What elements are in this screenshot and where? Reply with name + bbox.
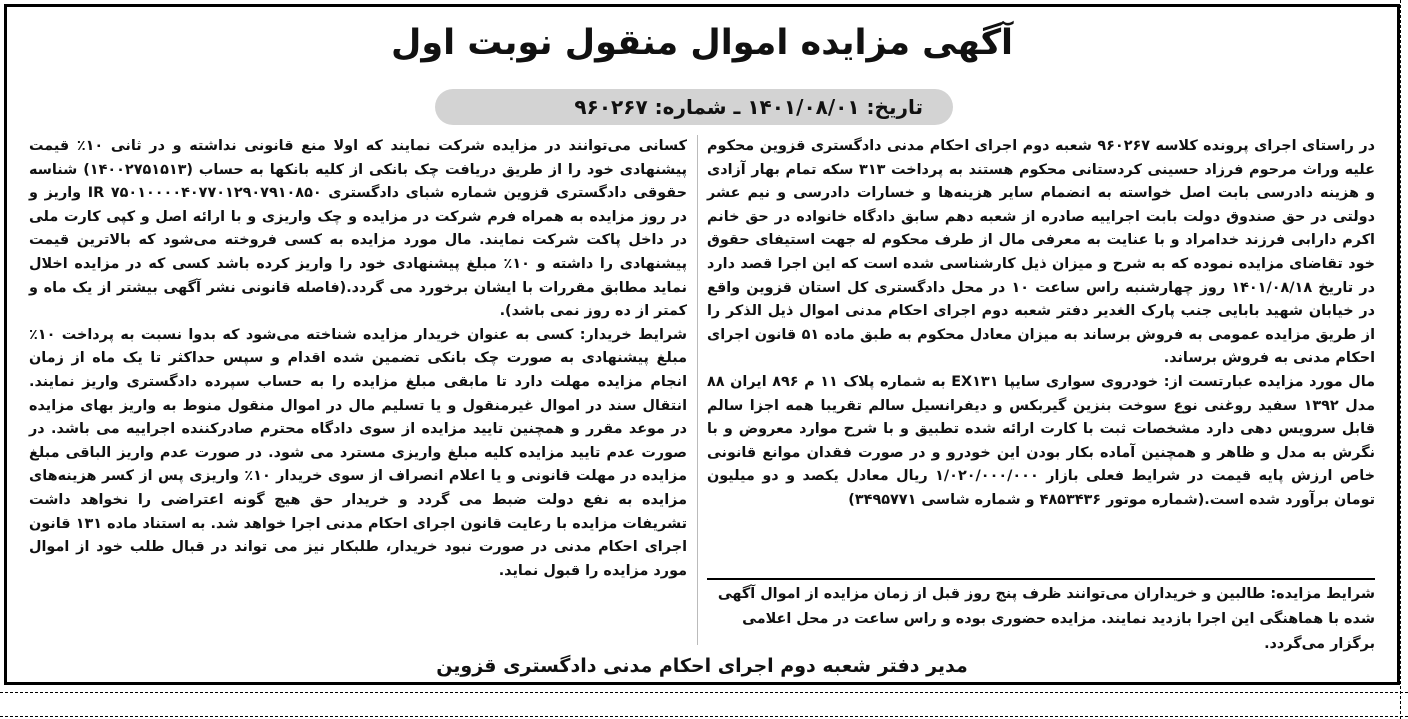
buyer-conditions-heading: شرایط خریدار:: [579, 326, 687, 343]
right-column: [707, 135, 1375, 513]
cut-line-bottom: [0, 716, 1408, 717]
auction-item-text: خودروی سواری سایپا EX۱۳۱ به شماره پلاک ۱۱ م ۸۹۶ ایران ۸۸ مدل ۱۳۹۲ سفید روغنی نوع سوخت بنزین گیربکس و دیفرانسیل سالم تقریبا همه اجزا سالم قابل سرویس دهی دارد مشخصات ثبت با کارت ارائه شده تطبیق و با شرح موارد معروض و با نگرش به مدل و ظاهر و همچنین آماده بکار بودن این خودرو و در صورت فقدان موانع قانونی خاص ارزش پایه قیمت در شرایط فعلی بازار ۱/۰۲۰/۰۰۰/۰۰۰ ریال معادل یکصد و دو میلیون تومان برآورد شده است.(شماره موتور ۴۸۵۳۴۳۶ و شماره شاسی ۳۴۹۵۷۷۱): [707, 373, 1375, 508]
signature-footer: مدیر دفتر شعبه دوم اجرای احکام مدنی دادگستری قزوین: [436, 655, 968, 677]
cut-line: [0, 692, 1408, 693]
cut-line-vertical: [1400, 0, 1401, 719]
column-divider: [697, 135, 698, 645]
participation-conditions: کسانی می‌توانند در مزایده شرکت نمایند که اولا منع قانونی نداشته و در ثانی ۱۰٪ قیمت پیشنهادی خود را از طریق دریافت چک بانکی از کلیه بانکها به حساب (۱۴۰۰۲۷۵۱۵۱۳) شناسه حقوقی دادگستری قزوین شماره شبای دادگستری IR ۷۵۰۱۰۰۰۰۴۰۷۷۰۱۲۹۰۷۹۱۰۸۵۰ واریز و در روز مزایده به همراه فرم شرکت در مزایده و چک واریزی و با ارائه اصل و کپی کارت ملی در داخل پاکت شرکت نمایند. مال مورد مزایده به کسی فروخته می‌شود که بالاترین قیمت پیشنهادی را داشته و ۱۰٪ مبلغ پیشنهادی خود را واریز کرده باشد کسی که در مزایده اخلال نماید مطابق مقررات با ایشان برخورد می گردد.(فاصله قانونی نشر آگهی بیشتر از یک ماه و کمتر از ده روز نمی باشد).: [29, 138, 688, 320]
auction-terms-heading: شرایط مزایده:: [1270, 586, 1375, 602]
auction-terms: [707, 578, 1375, 657]
notice-frame: [4, 4, 1400, 685]
auction-item-paragraph: [707, 371, 1375, 513]
notice-title: آگهی مزایده اموال منقول نوبت اول: [390, 23, 1014, 63]
left-column: [29, 135, 687, 583]
buyer-conditions-paragraph: [29, 324, 687, 584]
date-and-number-banner: تاریخ: ۱۴۰۱/۰۸/۰۱ ـ شماره: ۹۶۰۲۶۷: [435, 89, 953, 125]
auction-item-heading: مال مورد مزایده عبارتست از:: [1163, 373, 1376, 390]
case-description: در راستای اجرای پرونده کلاسه ۹۶۰۲۶۷ شعبه دوم اجرای احکام مدنی دادگستری قزوین محکوم علیه وراث مرحوم فرزاد حسینی کردستانی محکوم هستند به پرداخت ۳۱۳ سکه تمام بهار آزادی و هزینه دادرسی بابت اصل خواسته به انضمام سایر هزینه‌ها و خسارات دادرسی و نیم عشر دولتی در حق صندوق دولت بابت اجراییه صادره از شعبه دهم سابق دادگاه خانواده در حق خانم اکرم دارابی فرزند خدامراد و با عنایت به معرفی مال از طرف محکوم له جهت استیفای حقوق خود تقاضای مزایده نموده که به شرح و میزان ذیل کارشناسی شده است که این اجرا قصد دارد در تاریخ ۱۴۰۱/۰۸/۱۸ روز چهارشنبه راس ساعت ۱۰ در محل دادگستری کل استان قزوین واقع در خیابان شهید بابایی جنب پارک الغدیر دفتر شعبه دوم اجرای احکام مدنی اموال ذیل الذکر را از طریق مزایده عمومی به فروش برساند به میزان معادل محکوم به طبق ماده ۵۱ قانون اجرای احکام مدنی به فروش برساند.: [707, 138, 1376, 367]
auction-terms-text: طالبین و خریداران می‌توانند ظرف پنج روز قبل از زمان مزایده از اموال آگهی شده با هماهنگی این اجرا بازدید نمایند. مزایده حضوری بوده و راس ساعت در محل اعلامی برگزار می‌گردد.: [717, 586, 1375, 652]
buyer-conditions-text: کسی به عنوان خریدار مزایده شناخته می‌شود که بدوا نسبت به پرداخت ۱۰٪ مبلغ پیشنهادی به صورت چک بانکی تضمین شده اقدام و سپس حداکثر تا یک ماه از زمان انجام مزایده مهلت دارد تا مابقی مبلغ مزایده را به حساب سپرده دادگستری واریز نمایند. انتقال سند در اموال غیرمنقول و یا تسلیم مال در اموال منقول منوط به واریز بهای مزایده در موعد مقرر و همچنین تایید مزایده از سوی دادگاه محترم صادرکننده اجراییه می باشد. در صورت عدم تایید مزایده کلیه مبلغ واریزی مسترد می شود. در صورت عدم واریز الباقی مبلغ مزایده در مهلت قانونی و یا اعلام انصراف از سوی خریدار ۱۰٪ واریزی پس از کسر هزینه‌های مزایده به نفع دولت ضبط می گردد و خریدار حق هیچ گونه اعتراضی را نخواهد داشت تشریفات مزایده با رعایت قانون اجرای احکام مدنی اجرا خواهد شد. به استناد ماده ۱۳۱ قانون اجرای احکام مدنی در صورت نبود خریدار، طلبکار نیز می تواند در قبال طلب خود از اموال مورد مزایده را قبول نماید.: [29, 326, 688, 579]
